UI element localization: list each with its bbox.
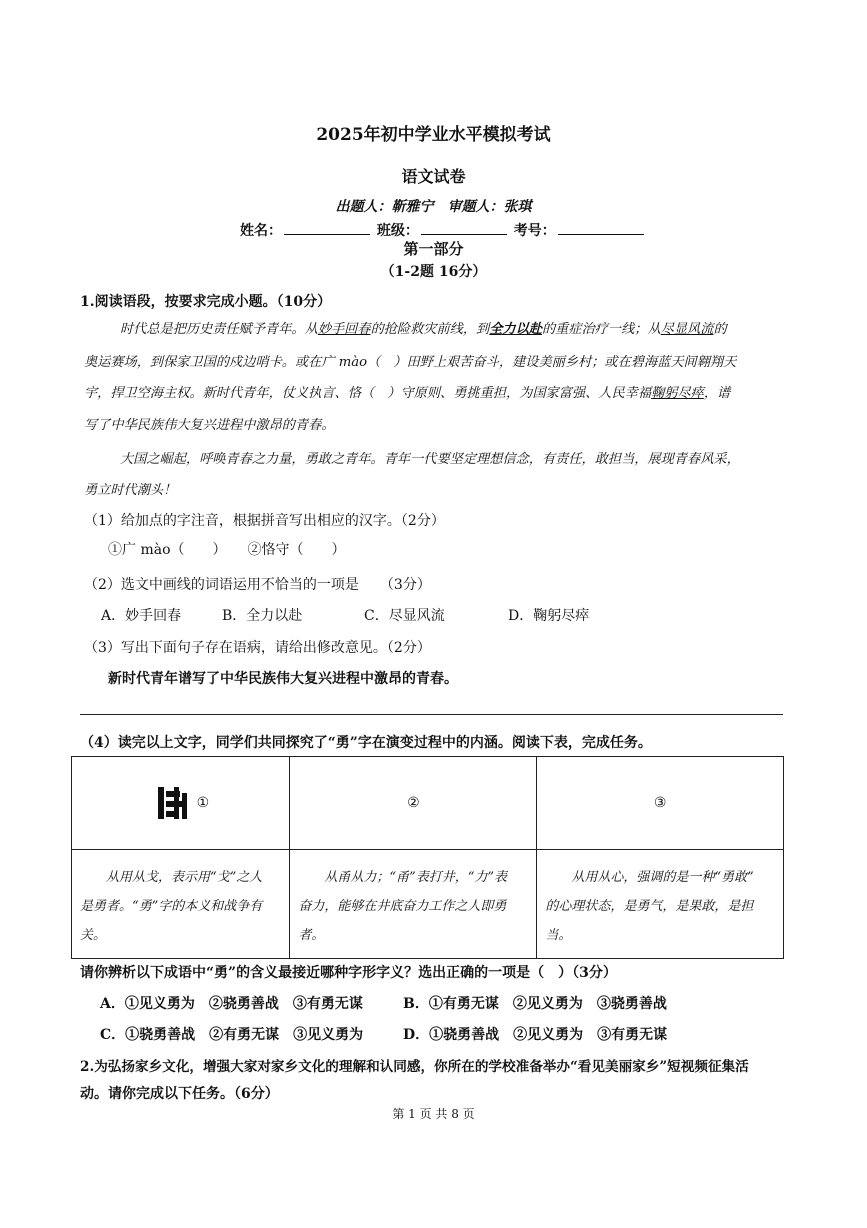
underlined-word-3: 尽显风流 <box>660 322 714 337</box>
text-run: ，谱 <box>703 386 731 401</box>
text-run: 的重症治疗一线；从 <box>542 322 661 337</box>
q1-sub4-option-d[interactable]: D．①骁勇善战 ②见义勇为 ③有勇无谋 <box>403 1027 668 1043</box>
table-head-1: ① <box>196 795 210 811</box>
table-row <box>72 757 784 850</box>
cell-line: 当。 <box>545 927 572 943</box>
q1-sub2-stem: （2）选文中画线的词语运用不恰当的一项是 （3分） <box>84 577 431 593</box>
class-blank[interactable] <box>421 222 507 235</box>
q1-para2-line2: 勇立时代潮头！ <box>84 483 177 498</box>
exam-subtitle: 语文试卷 <box>401 167 466 186</box>
table-head-3: ③ <box>537 757 784 850</box>
text-run: 的 <box>713 322 727 337</box>
cell-line: 奋力，能够在井底奋力工作之人即勇 <box>298 898 507 914</box>
underlined-word-1: 妙手回春 <box>317 322 371 337</box>
q1-sub2-option-d[interactable]: D．鞠躬尽瘁 <box>508 608 590 624</box>
cell-line: 的心理状态，是勇气，是果敢，是担 <box>545 898 754 914</box>
q1-para2-line1: 大国之崛起，呼唤青春之力量，勇敢之青年。青年一代要坚定理想信念，有责任，敢担当，展现青春风采， <box>120 452 740 467</box>
q1-sub4-stem: （4）读完以上文字，同学们共同探究了“勇”字在演变过程中的内涵。阅读下表，完成任务。 <box>80 735 652 751</box>
part-range: （1-2题 16分） <box>380 264 487 280</box>
table-cell <box>537 850 784 959</box>
q1-sub4-option-b[interactable]: B．①有勇无谋 ②见义勇为 ③骁勇善战 <box>403 996 667 1012</box>
text-run: 宇，捍卫空海主权。新时代青年，仗义执言、恪（ ）守原则、勇挑重担，为国家富强、人民幸福 <box>84 386 652 401</box>
q1-para1-line1 <box>120 318 727 337</box>
q2-stem-line2: 动。请你完成以下任务。（6分） <box>80 1086 279 1102</box>
cell-line: 从用从戈，表示用“戈”之人 <box>106 869 263 885</box>
class-label: 班级： <box>376 223 419 239</box>
cell-line: 是勇者。“勇”字的本义和战争有 <box>80 898 263 914</box>
exam-authors: 出题人：靳雅宁 审题人：张琪 <box>335 199 532 215</box>
cell-line: 从甬从力；“甬”表打井，“力”表 <box>324 869 507 885</box>
q1-sub2-option-c[interactable]: C．尽显风流 <box>364 608 445 624</box>
q1-sub2-option-b[interactable]: B．全力以赴 <box>222 608 303 624</box>
q1-sub2-option-a[interactable]: A．妙手回春 <box>101 608 182 624</box>
text-run: 的抢险救灾前线，到 <box>370 322 490 337</box>
table-cell <box>72 757 290 850</box>
table-cell <box>72 850 290 959</box>
cell-line: 从用从心，强调的是一种“勇敢” <box>571 869 754 885</box>
q1-sub3-sentence: 新时代青年谱写了中华民族伟大复兴进程中激昂的青春。 <box>108 671 458 687</box>
yong-character-table <box>71 756 784 959</box>
page-footer: 第 1 页 共 8 页 <box>392 1107 475 1121</box>
part-label: 第一部分 <box>403 240 464 258</box>
table-cell <box>290 850 537 959</box>
student-info-line <box>240 220 646 240</box>
q1-sub1-items: ①广 mào（ ） ②恪守（ ） <box>108 542 346 558</box>
q1-sub4-question: 请你辨析以下成语中“勇”的含义最接近哪种字形字义？选出正确的一项是（ ）（3分） <box>80 965 617 981</box>
text-run: 时代总是把历史责任赋予青年。从 <box>120 322 318 337</box>
q1-sub4-option-c[interactable]: C．①骁勇善战 ②有勇无谋 ③见义勇为 <box>100 1027 364 1043</box>
table-row <box>72 850 784 959</box>
underlined-word-4: 鞠躬尽瘁 <box>651 386 704 401</box>
cell-line: 者。 <box>298 927 325 943</box>
table-head-2: ② <box>290 757 537 850</box>
number-label: 考号： <box>513 223 556 239</box>
q1-sub4-option-a[interactable]: A．①见义勇为 ②骁勇善战 ③有勇无谋 <box>100 996 363 1012</box>
q1-sub1-stem: （1）给加点的字注音，根据拼音写出相应的汉字。（2分） <box>84 513 445 529</box>
underlined-word-2: 全力以赴 <box>489 322 542 337</box>
ancient-character-image <box>152 783 192 823</box>
number-blank[interactable] <box>558 222 644 235</box>
q2-stem-line1: 2.为弘扬家乡文化，增强大家对家乡文化的理解和认同感，你所在的学校准备举办“看见美丽家乡”短视频征集活 <box>80 1059 749 1075</box>
name-blank[interactable] <box>284 222 370 235</box>
exam-title: 2025年初中学业水平模拟考试 <box>316 125 551 145</box>
q1-para1-line4: 写了中华民族伟大复兴进程中激昂的青春。 <box>84 418 335 433</box>
q1-para1-line2: 奥运赛场，到保家卫国的戍边哨卡。或在广 mào（ ）田野上艰苦奋斗，建设美丽乡村；或在碧海蓝天间翱翔天 <box>84 355 737 370</box>
cell-line: 关。 <box>80 927 107 943</box>
name-label: 姓名： <box>240 223 282 239</box>
q1-para1-line3 <box>84 382 730 401</box>
q1-sub3-stem: （3）写出下面句子存在语病，请给出修改意见。（2分） <box>84 640 431 656</box>
answer-line[interactable] <box>80 714 783 715</box>
q1-stem: 1.阅读语段，按要求完成小题。（10分） <box>80 294 332 310</box>
